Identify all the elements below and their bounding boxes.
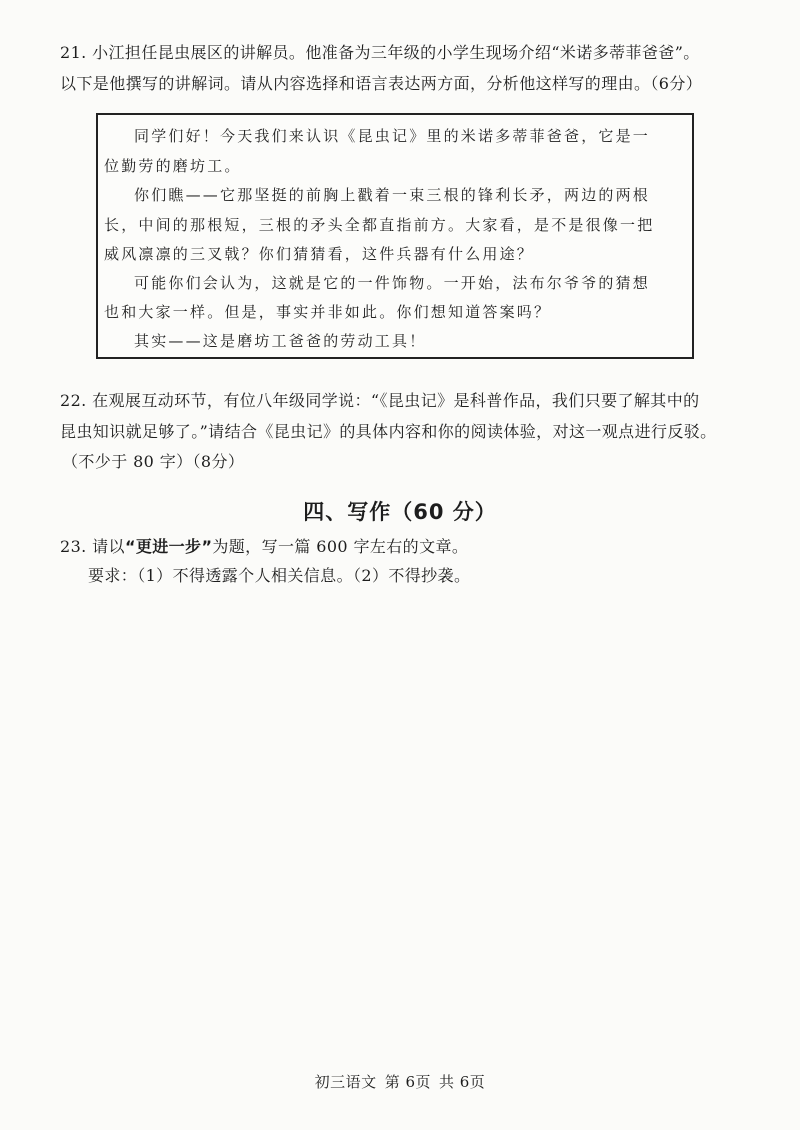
question-22-line-1: 22. 在观展互动环节，有位八年级同学说：“《昆虫记》是科普作品，我们只要了解其中的 xyxy=(60,391,700,410)
section-title-writing: 四、写作（60 分） xyxy=(303,500,497,524)
question-23-requirements: 要求：（1）不得透露个人相关信息。（2）不得抄袭。 xyxy=(88,566,471,585)
passage-line: 也和大家一样。但是，事实并非如此。你们想知道答案吗？ xyxy=(104,303,552,321)
passage-line: 长，中间的那根短，三根的矛头全都直指前方。大家看，是不是很像一把 xyxy=(104,216,655,234)
footer-page: 第 6页 xyxy=(384,1073,431,1091)
page-footer xyxy=(0,1071,800,1092)
passage-line: 威风凛凛的三叉戟？你们猜猜看，这件兵器有什么用途？ xyxy=(104,245,535,263)
passage-line: 同学们好！今天我们来认识《昆虫记》里的米诺多蒂菲爸爸，它是一 xyxy=(134,127,651,145)
footer-subject: 初三语文 xyxy=(314,1073,377,1091)
passage-line: 可能你们会认为，这就是它的一件饰物。一开始，法布尔爷爷的猜想 xyxy=(134,274,651,292)
passage-line: 位勤劳的磨坊工。 xyxy=(104,157,242,175)
question-22-line-2: 昆虫知识就足够了。”请结合《昆虫记》的具体内容和你的阅读体验，对这一观点进行反驳。 xyxy=(60,422,717,441)
footer-total: 共 6页 xyxy=(439,1073,486,1091)
question-21-line-1: 21. 小江担任昆虫展区的讲解员。他准备为三年级的小学生现场介绍“米诺多蒂菲爸爸”。 xyxy=(60,43,700,62)
question-23-topic: “更进一步” xyxy=(124,537,213,556)
passage-line: 其实——这是磨坊工爸爸的劳动工具！ xyxy=(134,332,427,350)
passage-line: 你们瞧——它那坚挺的前胸上戳着一束三根的锋利长矛，两边的两根 xyxy=(134,186,651,204)
passage-box xyxy=(96,113,694,359)
question-22-line-3: （不少于 80 字）（8分） xyxy=(62,452,245,471)
question-23-prompt xyxy=(60,534,468,557)
question-21-line-2: 以下是他撰写的讲解词。请从内容选择和语言表达两方面，分析他这样写的理由。（6分） xyxy=(60,74,703,93)
question-23-prefix: 23. 请以 xyxy=(60,537,125,556)
question-23-suffix: 为题，写一篇 600 字左右的文章。 xyxy=(212,537,469,556)
